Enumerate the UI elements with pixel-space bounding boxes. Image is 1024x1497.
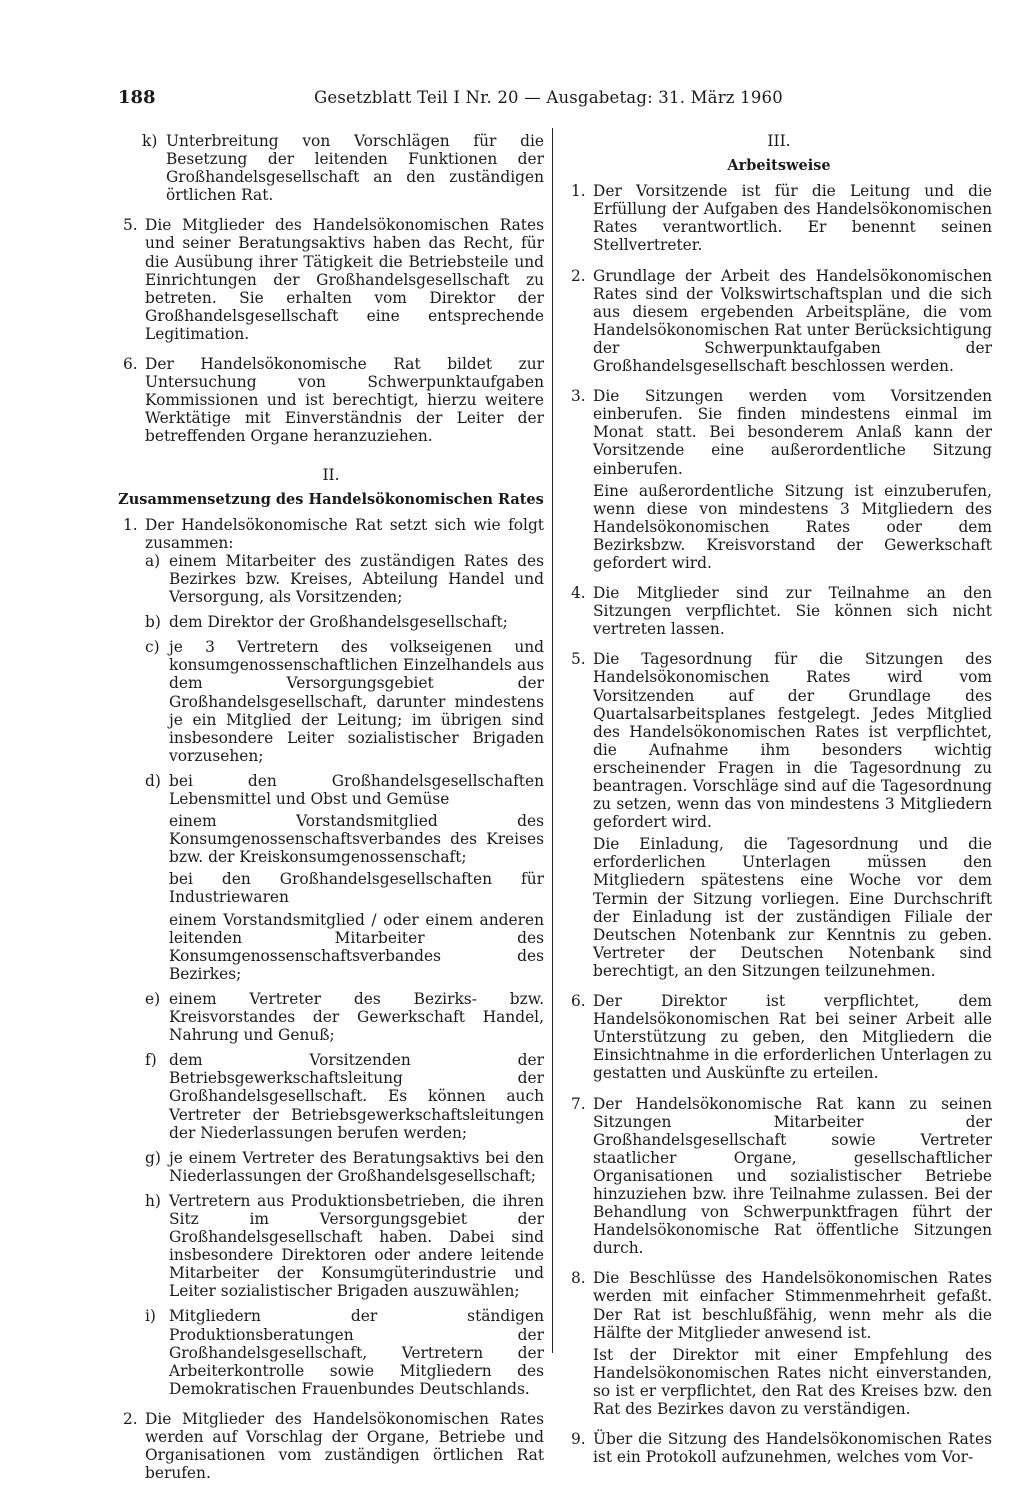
item-number: 3. <box>571 387 586 406</box>
page-number: 188 <box>118 87 156 108</box>
item-text: je einem Vertreter des Beratungsaktivs bei den Niederlassungen der Großhandelsgesellschaft; <box>169 1148 544 1185</box>
left-column <box>118 132 544 1482</box>
item-number: 9. <box>571 1430 586 1449</box>
list-item-8 <box>566 1269 992 1418</box>
item-text: einem Mitarbeiter des zuständigen Rates des Bezirkes bzw. Kreises, Abteilung Handel und Versorgung, als Vorsitzenden; <box>169 551 544 607</box>
list-item-6 <box>118 355 544 445</box>
item-label: a) <box>145 551 161 570</box>
item-text: Eine außerordentliche Sitzung ist einzuberufen, wenn diese von mindestens 3 Mitgliedern des Handelsökonomischen Rates oder dem Bezirksbzw. Kreisvorstand der Gewerkschaft gefordert wird. <box>593 481 992 572</box>
list-item-k <box>118 132 544 204</box>
gazette-title: Gesetzblatt Teil I Nr. 20 — Ausgabetag: 31. März 1960 <box>314 88 783 107</box>
list-item-a <box>145 552 544 606</box>
list-item-h <box>145 1192 544 1301</box>
list-item-5 <box>118 216 544 343</box>
list-item-4 <box>566 584 992 638</box>
list-item-c <box>145 638 544 765</box>
item-text: Ist der Direktor mit einer Empfehlung des Handelsökonomischen Rates nicht einverstanden, so ist er verpflichtet, den Rat des Kreises bzw. den Rat des Bezirkes davon zu verständigen. <box>593 1345 992 1418</box>
list-item-7 <box>566 1095 992 1258</box>
item-label: i) <box>145 1307 156 1326</box>
list-item-1 <box>566 182 992 254</box>
item-number: 7. <box>571 1094 586 1113</box>
item-text: Die Beschlüsse des Handelsökonomischen Rates werden mit einfacher Stimmenmehrheit gefaßt. Der Rat ist beschlußfähig, wenn mehr als die Hälfte der Mitglieder anwesend ist. <box>593 1269 992 1342</box>
item-text: Die Sitzungen werden vom Vorsitzenden einberufen. Sie finden mindestens einmal im Monat statt. Bei besonderem Anlaß kann der Vorsitzende eine außerordentliche Sitzung einberufen. <box>593 387 992 478</box>
item-number: 8. <box>571 1269 586 1288</box>
item-label: f) <box>145 1051 157 1070</box>
item-text: Die Mitglieder sind zur Teilnahme an den Sitzungen verpflichtet. Sie können sich nicht vertreten lassen. <box>593 584 992 639</box>
list-item-i <box>145 1307 544 1397</box>
item-label: k) <box>142 132 158 150</box>
item-text: Der Handelsökonomische Rat bildet zur Untersuchung von Schwerpunktaufgaben Kommissionen und ist berechtigt, hierzu weitere Werktätige mit Einverständnis der Leiter der betreffenden Organe heranzuziehen. <box>145 355 544 446</box>
item-text: Vertretern aus Produktionsbetrieben, die ihren Sitz im Versorgungsgebiet der Großhandelsgesellschaft haben. Dabei sind insbesondere Direktoren oder andere leitende Mitarbeiter der Konsumgüterindustrie und Leiter sozialistischer Brigaden auszuwählen; <box>169 1191 544 1301</box>
item-text: Die Mitglieder des Handelsökonomischen Rates und seiner Beratungsaktivs haben das Recht, für die Ausübung ihrer Tätigkeit die Betriebsteile und Einrichtungen der Großhandelsgesellschaft zu betreten. Sie erhalten vom Direktor der Großhandelsgesellschaft eine entsprechende Legitimation. <box>145 216 544 343</box>
item-text: Der Handelsökonomische Rat setzt sich wie folgt zusammen: <box>145 515 544 552</box>
item-number: 6. <box>571 992 586 1011</box>
column-divider <box>552 128 553 1353</box>
section-heading: Arbeitsweise <box>727 157 831 175</box>
item-text: einem Vertreter des Bezirks- bzw. Kreisvorstandes der Gewerkschaft Handel, Nahrung und Genuß; <box>169 989 544 1045</box>
item-text: dem Direktor der Großhandelsgesellschaft; <box>169 613 508 632</box>
list-item-2 <box>566 267 992 376</box>
item-text: Unterbreitung von Vorschlägen für die Besetzung der leitenden Funktionen der Großhandelsgesellschaft an den zuständigen örtlichen Rat. <box>166 132 544 205</box>
item-label: c) <box>145 638 160 657</box>
item-text: Die Tagesordnung für die Sitzungen des Handelsökonomischen Rates wird vom Vorsitzenden auf der Grundlage des Quartalsarbeitsplanes festgelegt. Jedes Mitglied des Handelsökonomischen Rates ist verpflichtet, die Aufnahme ihm besonders wichtig erscheinender Fragen in die Tagesordnung zu beantragen. Vorschläge sind auf die Tagesordnung zu setzen, wenn das von mindestens 3 Mitgliedern gefordert wird. <box>593 650 992 832</box>
item-text: Die Mitglieder des Handelsökonomischen Rates werden auf Vorschlag der Organe, Betriebe und Organisationen vom zuständigen örtlichen Rat berufen. <box>145 1409 544 1483</box>
item-label: b) <box>145 613 161 632</box>
item-text: Der Handelsökonomische Rat kann zu seinen Sitzungen Mitarbeiter der Großhandelsgesellschaft sowie Vertreter staatlicher Organe, gesellschaftlicher Organisationen und sozialistischer Betriebe hinzuziehen bzw. ihre Teilnahme zulassen. Bei der Behandlung von Schwerpunktfragen führt der Handelsökonomische Rat öffentliche Sitzungen durch. <box>593 1094 992 1258</box>
item-text: einem Vorstandsmitglied / oder einem anderen leitenden Mitarbeiter des Konsumgenossenschaftsverbandes des Bezirkes; <box>169 910 544 983</box>
item-number: 6. <box>123 355 138 374</box>
section-number: II. <box>322 465 340 484</box>
item-number: 5. <box>123 216 138 235</box>
list-item-5 <box>566 650 992 980</box>
list-item-b <box>145 613 544 631</box>
item-label: g) <box>145 1148 161 1167</box>
section-number: III. <box>767 132 791 150</box>
item-number: 2. <box>123 1409 138 1428</box>
item-text: bei den Großhandelsgesellschaften Lebensmittel und Obst und Gemüse <box>169 771 544 808</box>
list-item-g <box>145 1149 544 1185</box>
section-heading: Zusammensetzung des Handelsökonomischen Rates <box>118 490 544 508</box>
item-number: 5. <box>571 650 586 669</box>
list-item-e <box>145 990 544 1044</box>
list-item-1 <box>118 516 544 1398</box>
page-header <box>118 89 990 113</box>
item-text: Der Vorsitzende ist für die Leitung und die Erfüllung der Aufgaben des Handelsökonomischen Rates verantwortlich. Er benennt seinen Stellvertreter. <box>593 182 992 255</box>
list-item-3 <box>566 387 992 572</box>
item-number: 4. <box>571 584 586 603</box>
item-text: Grundlage der Arbeit des Handelsökonomischen Rates sind der Volkswirtschaftsplan und die sich aus diesem ergebenden Arbeitspläne, die vom Handelsökonomischen Rat unter Berücksichtigung der Schwerpunktaufgaben der Großhandelsgesellschaft beschlossen werden. <box>593 266 992 376</box>
item-text: je 3 Vertretern des volkseigenen und konsumgenossenschaftlichen Einzelhandels aus dem Versorgungsgebiet der Großhandelsgesellschaft, darunter mindestens je ein Mitglied der Leitung; im übrigen sind insbesondere Leiter sozialistischer Brigaden vorzusehen; <box>169 638 544 765</box>
item-text: dem Vorsitzenden der Betriebsgewerkschaftsleitung der Großhandelsgesellschaft. Es können auch Vertreter der Betriebsgewerkschaftsleitungen der Niederlassungen berufen werden; <box>169 1051 544 1142</box>
list-item-f <box>145 1051 544 1141</box>
item-label: e) <box>145 989 161 1008</box>
list-item-d <box>145 772 544 983</box>
list-item-6 <box>566 992 992 1082</box>
item-text: Mitgliedern der ständigen Produktionsberatungen der Großhandelsgesellschaft, Vertretern der Arbeiterkontrolle sowie Mitgliedern des Demokratischen Frauenbundes Deutschlands. <box>169 1307 544 1398</box>
item-text: bei den Großhandelsgesellschaften für Industriewaren <box>169 870 544 907</box>
item-text: Die Einladung, die Tagesordnung und die erforderlichen Unterlagen müssen den Mitgliedern spätestens eine Woche vor dem Termin der Sitzung vorliegen. Eine Durchschrift der Einladung ist der zuständigen Filiale der Deutschen Notenbank zur Kenntnis zu geben. Vertreter der Deutschen Notenbank sind berechtigt, an den Sitzungen teilzunehmen. <box>593 835 992 980</box>
item-label: h) <box>145 1191 161 1210</box>
item-label: d) <box>145 771 161 790</box>
right-column <box>566 132 992 1466</box>
item-number: 1. <box>123 515 138 534</box>
list-item-9 <box>566 1430 992 1466</box>
item-text: Über die Sitzung des Handelsökonomischen Rates ist ein Protokoll aufzunehmen, welches vom Vor- <box>593 1430 992 1467</box>
item-number: 2. <box>571 266 586 285</box>
list-item-2 <box>118 1410 544 1482</box>
item-number: 1. <box>571 182 586 201</box>
item-text: Der Direktor ist verpflichtet, dem Handelsökonomischen Rat bei seiner Arbeit alle Unterstützung zu geben, den Mitgliedern die Einsichtnahme in die erforderlichen Unterlagen zu gestatten und Auskünfte zu erteilen. <box>593 992 992 1083</box>
item-text: einem Vorstandsmitglied des Konsumgenossenschaftsverbandes des Kreises bzw. der Kreiskonsumgenossenschaft; <box>169 812 544 867</box>
